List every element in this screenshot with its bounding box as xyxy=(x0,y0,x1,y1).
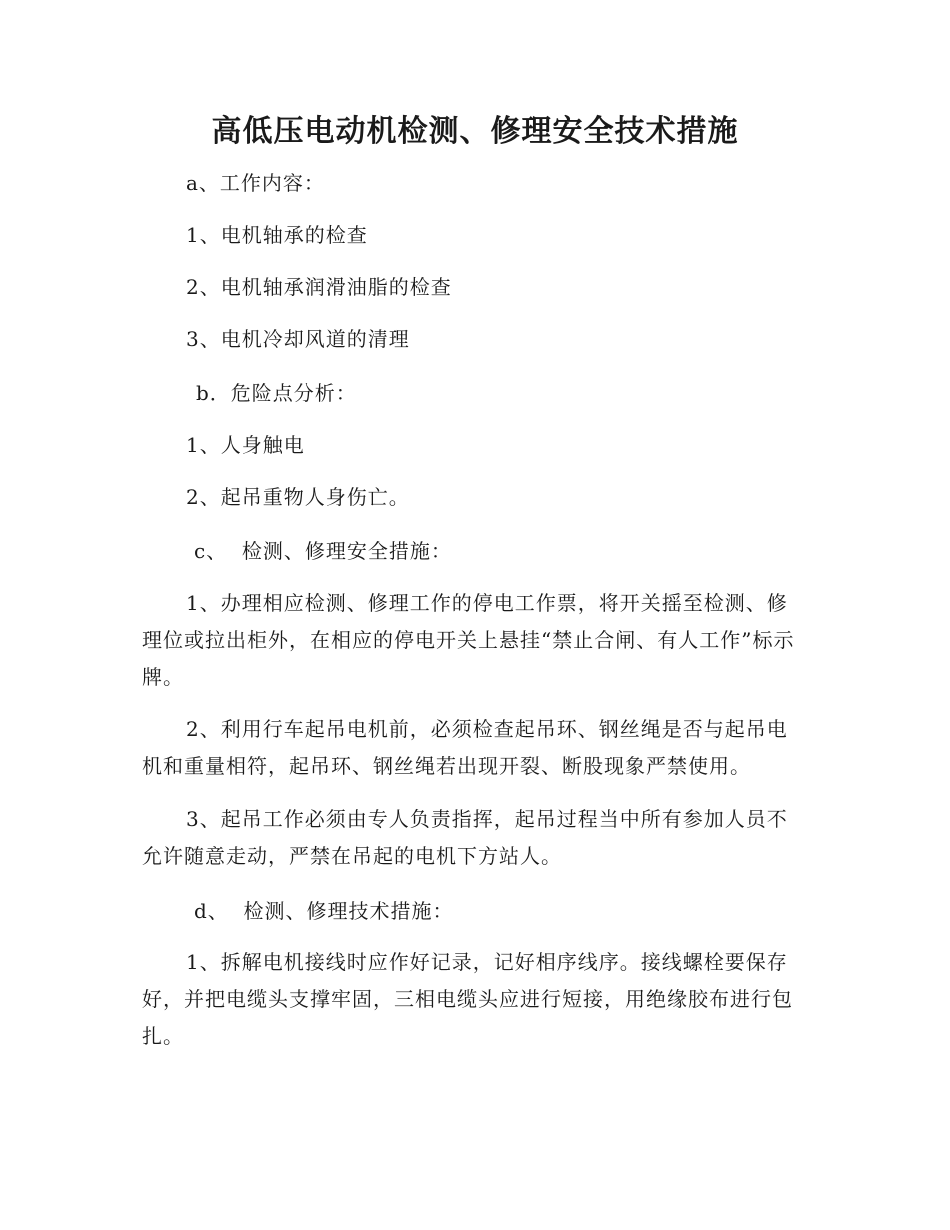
section-b-heading: b．危险点分析： xyxy=(196,381,357,405)
section-d-paragraph: 1、拆解电机接线时应作好记录，记好相序线序。接线螺栓要保存好，并把电缆头支撑牢固，三相电缆头应进行短接，用绝缘胶布进行包扎。 xyxy=(142,950,793,1048)
section-c-paragraph: 3、起吊工作必须由专人负责指挥，起吊过程当中所有参加人员不允许随意走动，严禁在吊起的电机下方站人。 xyxy=(142,807,788,868)
section-b-item: 2、起吊重物人身伤亡。 xyxy=(186,485,410,509)
section-a-item: 3、电机冷却风道的清理 xyxy=(186,327,410,351)
section-a-item: 1、电机轴承的检查 xyxy=(186,223,368,247)
section-c-paragraph: 2、利用行车起吊电机前，必须检查起吊环、钢丝绳是否与起吊电机和重量相符，起吊环、钢丝绳若出现开裂、断股现象严禁使用。 xyxy=(142,717,788,778)
section-c-paragraph: 1、办理相应检测、修理工作的停电工作票，将开关摇至检测、修理位或拉出柜外，在相应的停电开关上悬挂“禁止合闸、有人工作”标示牌。 xyxy=(142,591,795,689)
section-b-item: 1、人身触电 xyxy=(186,433,305,457)
section-a-heading: a、工作内容： xyxy=(186,171,325,195)
section-c-heading: c、 检测、修理安全措施： xyxy=(194,539,452,563)
section-a-item: 2、电机轴承润滑油脂的检查 xyxy=(186,275,452,299)
section-d-heading: d、 检测、修理技术措施： xyxy=(194,899,454,923)
page-title: 高低压电动机检测、修理安全技术措施 xyxy=(211,114,739,149)
